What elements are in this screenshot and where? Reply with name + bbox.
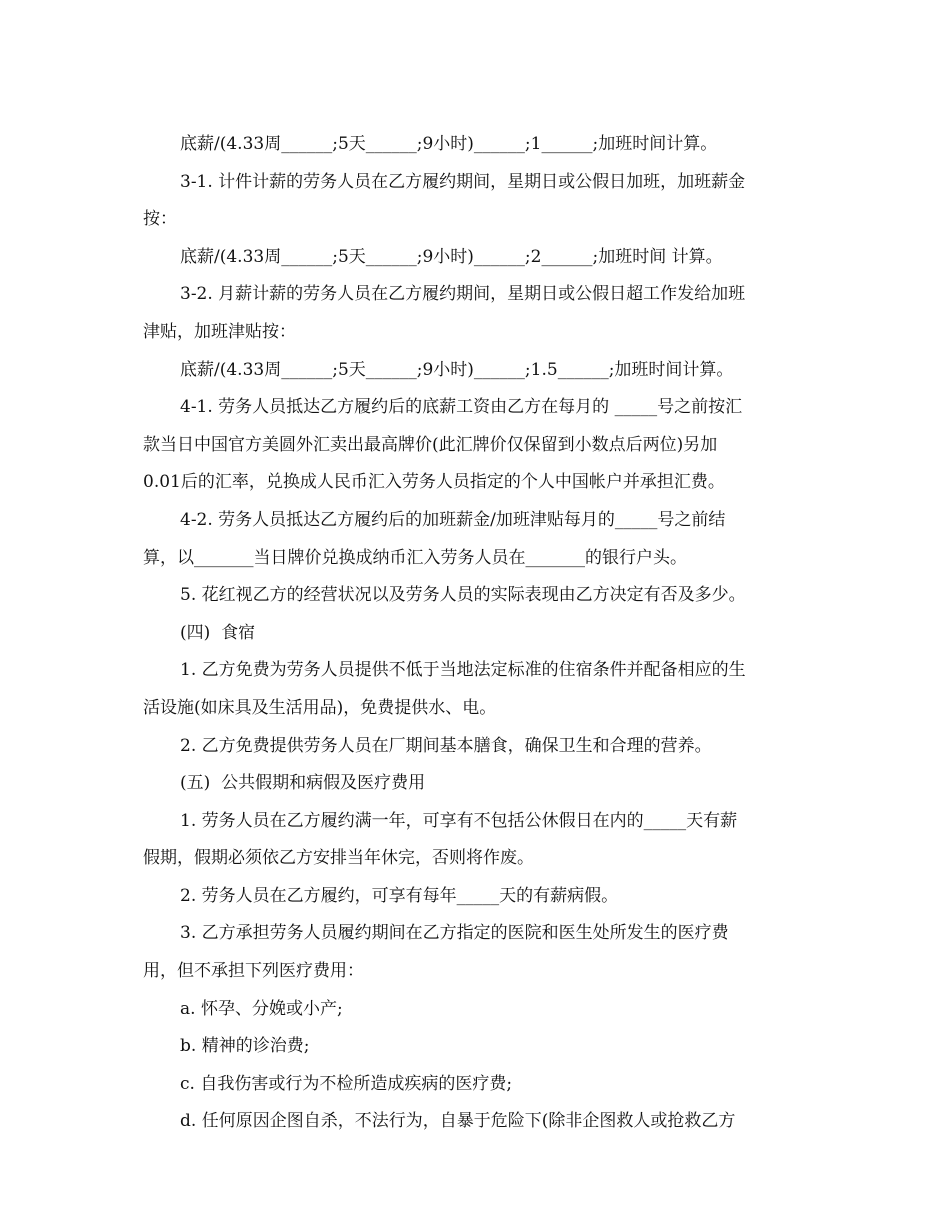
text-line: c. 自我伤害或行为不检所造成疾病的医疗费;	[180, 1073, 513, 1094]
text-line: a. 怀孕、分娩或小产;	[180, 998, 343, 1019]
text-line: 按：	[143, 209, 177, 230]
text-line: b. 精神的诊治费;	[180, 1036, 310, 1057]
text-line: 1. 劳务人员在乙方履约满一年，可享有不包括公休假日在内的_____天有薪	[180, 810, 738, 831]
text-line: 2. 劳务人员在乙方履约，可享有每年_____天的有薪病假。	[180, 885, 619, 906]
text-line: 用，但不承担下列医疗费用：	[143, 961, 364, 982]
text-line: 算，以_______当日牌价兑换成纳币汇入劳务人员在_______的银行户头。	[143, 547, 687, 568]
text-line: 5. 花红视乙方的经营状况以及劳务人员的实际表现由乙方决定有否及多少。	[180, 585, 746, 606]
text-line: 3-2. 月薪计薪的劳务人员在乙方履约期间，星期日或公假日超工作发给加班	[180, 284, 746, 305]
text-line: 2. 乙方免费提供劳务人员在厂期间基本膳食，确保卫生和合理的营养。	[180, 735, 712, 756]
text-line: 底薪/(4.33周______;5天______;9小时)______;1______;加班时间计算。	[180, 134, 718, 154]
text-line: 款当日中国官方美圆外汇卖出最高牌价(此汇牌价仅保留到小数点后两位)另加	[143, 434, 718, 455]
text-line: 0.01后的汇率，兑换成人民币汇入劳务人员指定的个人中国帐户并承担汇费。	[143, 472, 725, 493]
text-line: 1. 乙方免费为劳务人员提供不低于当地法定标准的住宿条件并配备相应的生	[180, 660, 746, 681]
text-line: 4-1. 劳务人员抵达乙方履约后的底薪工资由乙方在每月的 _____号之前按汇	[180, 397, 743, 418]
text-line: 假期，假期必须依乙方安排当年休完，否则将作废。	[143, 848, 534, 869]
text-line: (五) 公共假期和病假及医疗费用	[180, 773, 426, 794]
text-line: 底薪/(4.33周______;5天______;9小时)______;1.5______;加班时间计算。	[180, 359, 734, 380]
text-line: 津贴，加班津贴按：	[143, 321, 296, 342]
text-line: 3. 乙方承担劳务人员履约期间在乙方指定的医院和医生处所发生的医疗费	[180, 923, 729, 944]
text-line: d. 任何原因企图自杀，不法行为，自暴于危险下(除非企图救人或抢救乙方	[180, 1111, 736, 1132]
text-line: 3-1. 计件计薪的劳务人员在乙方履约期间，星期日或公假日加班，加班薪金	[180, 171, 746, 192]
document-body	[143, 126, 813, 1141]
text-line: 4-2. 劳务人员抵达乙方履约后的加班薪金/加班津贴每月的_____号之前结	[180, 509, 726, 530]
text-line: 底薪/(4.33周______;5天______;9小时)______;2______;加班时间 计算。	[180, 246, 723, 267]
text-line: 活设施(如床具及生活用品)，免费提供水、电。	[143, 697, 497, 718]
text-line: (四) 食宿	[180, 622, 256, 643]
